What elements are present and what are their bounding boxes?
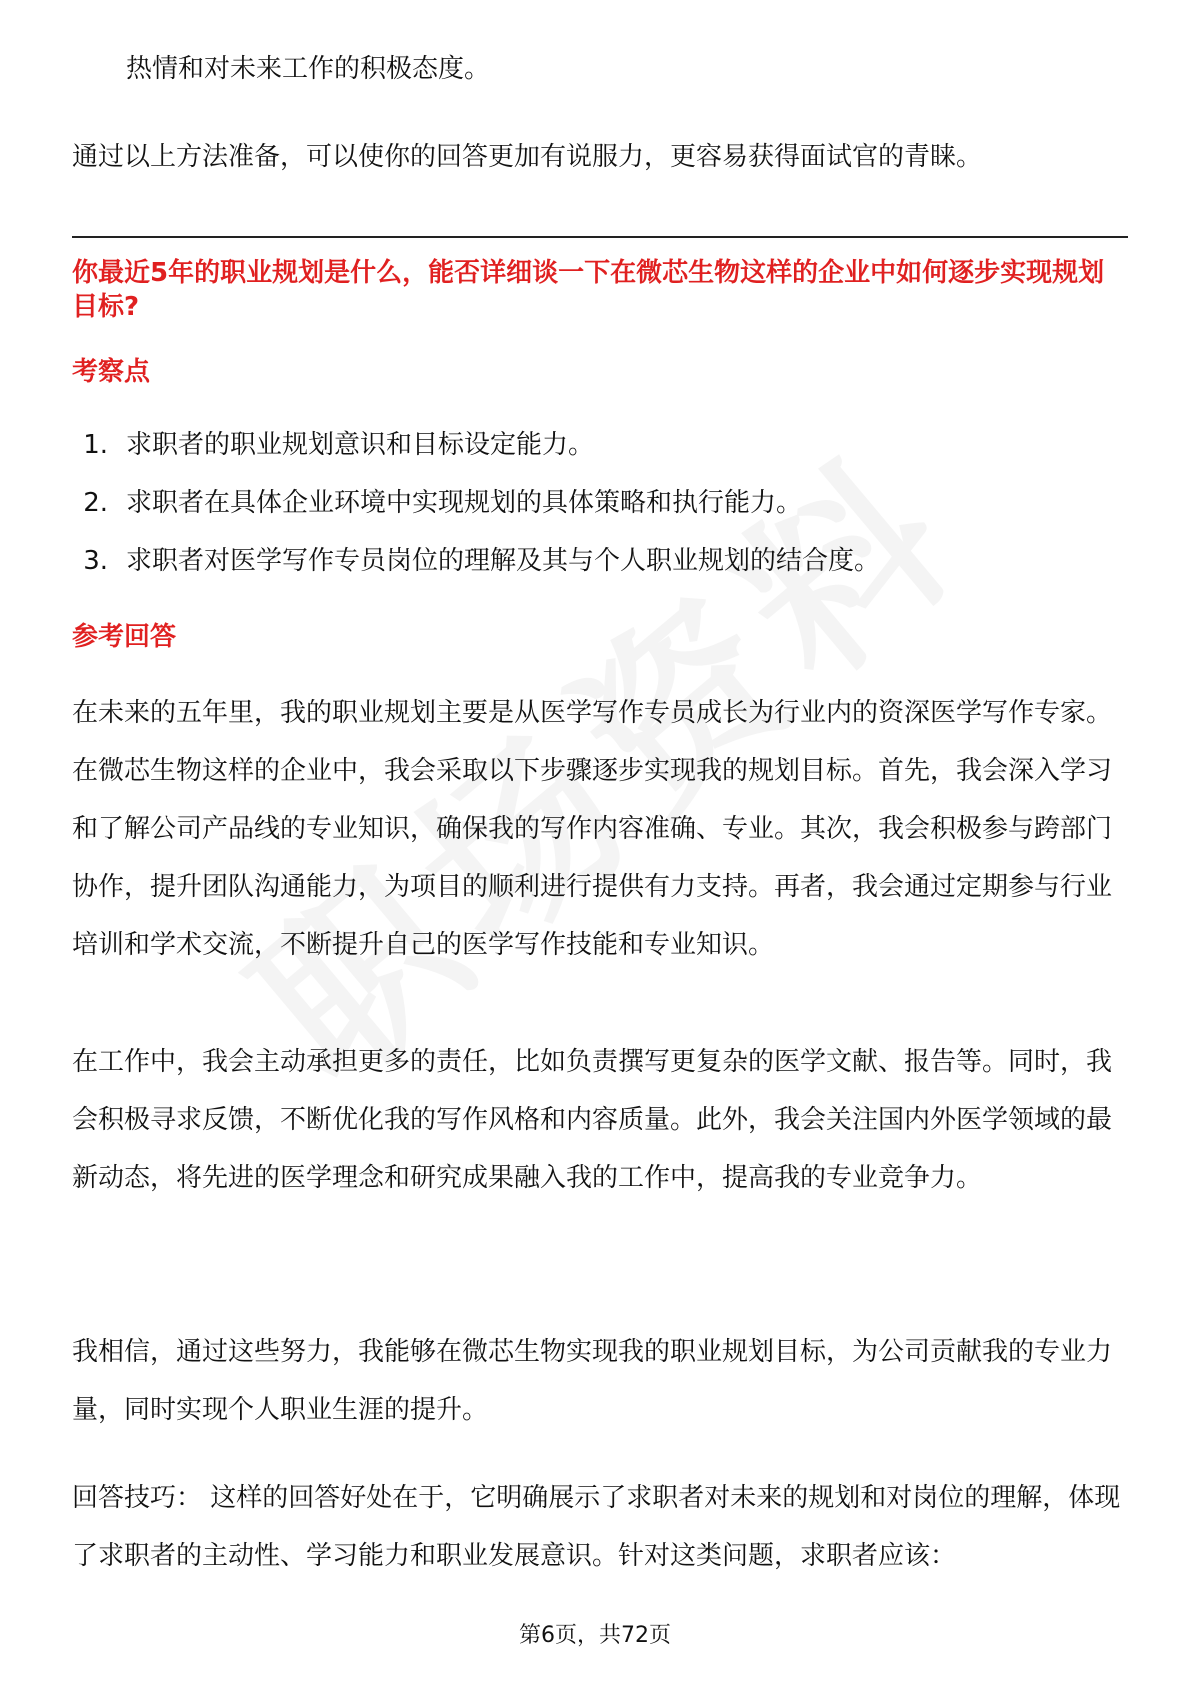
points-heading: 考察点 <box>72 357 151 387</box>
question-title: 你最近5年的职业规划是什么，能否详细谈一下在微芯生物这样的企业中如何逐步实现规划目标? <box>72 258 1105 322</box>
continuation-text: 热情和对未来工作的积极态度。 <box>126 54 491 84</box>
list-item-text: 求职者在具体企业环境中实现规划的具体策略和执行能力。 <box>126 488 803 518</box>
list-item-text: 求职者的职业规划意识和目标设定能力。 <box>126 430 595 460</box>
list-item <box>72 474 1128 532</box>
list-item <box>72 416 1128 474</box>
answer-tips-paragraph: 回答技巧： 这样的回答好处在于，它明确展示了求职者对未来的规划和对岗位的理解，体现了求职者的主动性、学习能力和职业发展意识。针对这类问题，求职者应该： <box>72 1483 1121 1571</box>
list-item <box>72 532 1128 590</box>
answer-paragraph: 在工作中，我会主动承担更多的责任，比如负责撰写更复杂的医学文献、报告等。同时，我会积极寻求反馈，不断优化我的写作风格和内容质量。此外，我会关注国内外医学领域的最新动态，将先进的医学理念和研究成果融入我的工作中，提高我的专业竞争力。 <box>72 1047 1113 1193</box>
summary-text: 通过以上方法准备，可以使你的回答更加有说服力，更容易获得面试官的青睐。 <box>72 142 983 172</box>
list-item-text: 求职者对医学写作专员岗位的理解及其与个人职业规划的结合度。 <box>126 546 881 576</box>
page-number-footer: 第6页，共72页 <box>519 1623 671 1648</box>
points-list <box>72 416 1128 590</box>
answer-heading: 参考回答 <box>72 622 177 652</box>
list-item-number: 2. <box>83 488 108 518</box>
list-item-number: 3. <box>83 546 108 576</box>
answer-paragraph: 我相信，通过这些努力，我能够在微芯生物实现我的职业规划目标，为公司贡献我的专业力量，同时实现个人职业生涯的提升。 <box>72 1337 1113 1425</box>
section-divider <box>72 236 1128 238</box>
list-item-number: 1. <box>83 430 108 460</box>
answer-paragraph: 在未来的五年里，我的职业规划主要是从医学写作专员成长为行业内的资深医学写作专家。在微芯生物这样的企业中，我会采取以下步骤逐步实现我的规划目标。首先，我会深入学习和了解公司产品线的专业知识，确保我的写作内容准确、专业。其次，我会积极参与跨部门协作，提升团队沟通能力，为项目的顺利进行提供有力支持。再者，我会通过定期参与行业培训和学术交流，不断提升自己的医学写作技能和专业知识。 <box>72 698 1113 960</box>
